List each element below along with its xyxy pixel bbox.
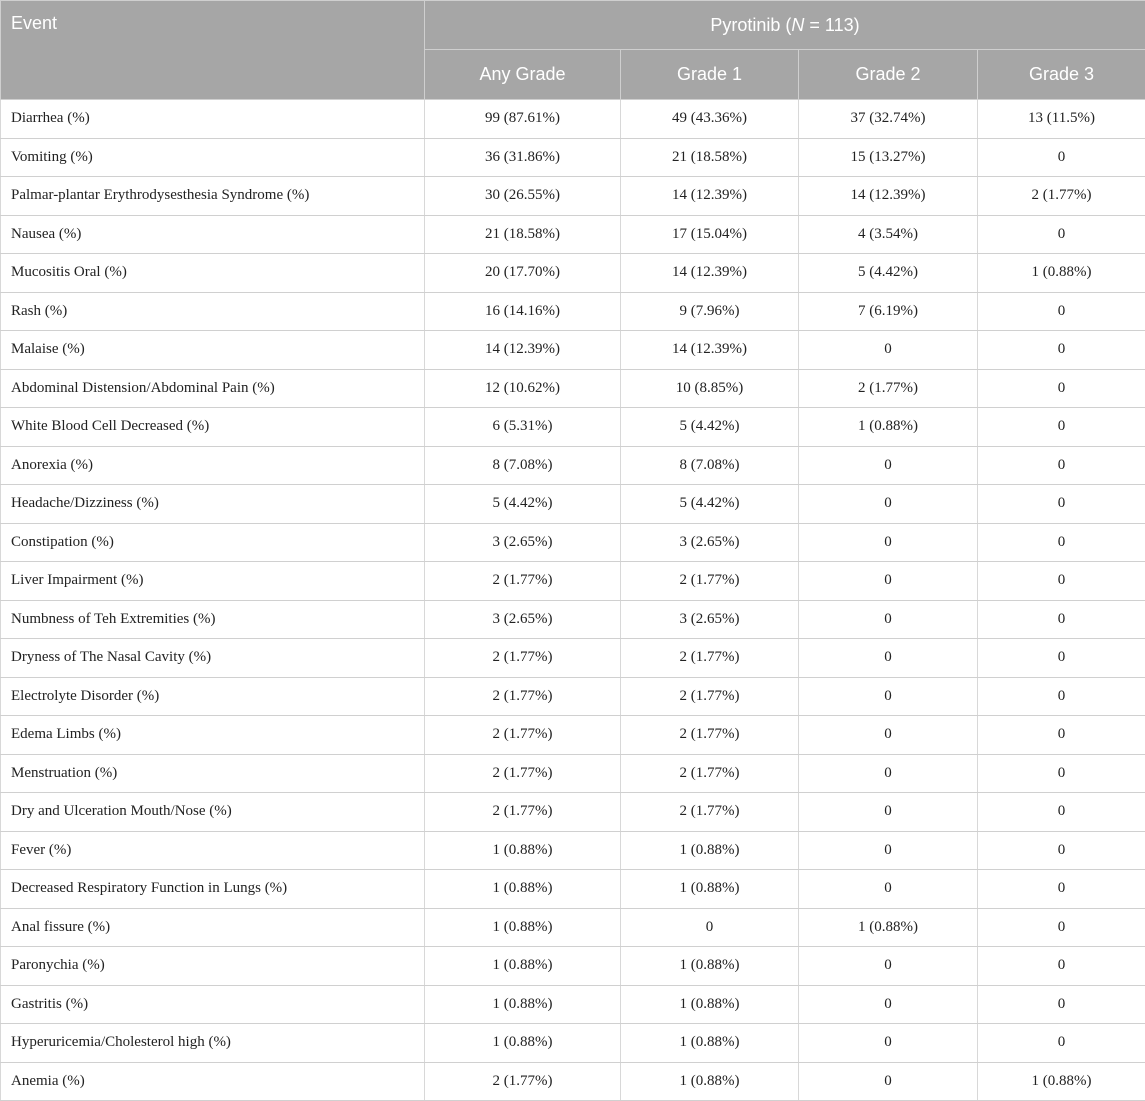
table-row (1, 485, 1145, 524)
grade-2-cell: 4 (3.54%) (799, 215, 978, 254)
grade-1-cell: 1 (0.88%) (621, 947, 799, 986)
any-grade-header: Any Grade (425, 50, 621, 100)
grade-3-cell: 0 (978, 485, 1145, 524)
grade-1-cell: 5 (4.42%) (621, 408, 799, 447)
any-grade-cell: 3 (2.65%) (425, 600, 621, 639)
table-row (1, 831, 1145, 870)
any-grade-cell: 5 (4.42%) (425, 485, 621, 524)
table-row (1, 985, 1145, 1024)
grade-2-cell: 0 (799, 754, 978, 793)
grade-1-cell: 1 (0.88%) (621, 870, 799, 909)
grade-2-cell: 0 (799, 600, 978, 639)
grade-3-cell: 0 (978, 677, 1145, 716)
any-grade-cell: 3 (2.65%) (425, 523, 621, 562)
grade-2-cell: 0 (799, 331, 978, 370)
table-row (1, 331, 1145, 370)
grade-2-cell: 0 (799, 985, 978, 1024)
table-row (1, 754, 1145, 793)
grade-2-cell: 0 (799, 446, 978, 485)
grade-3-cell: 0 (978, 138, 1145, 177)
event-name-cell: Liver Impairment (%) (1, 562, 425, 601)
any-grade-cell: 2 (1.77%) (425, 639, 621, 678)
grade-1-cell: 2 (1.77%) (621, 793, 799, 832)
group-label-prefix: Pyrotinib ( (710, 15, 791, 35)
grade-2-cell: 37 (32.74%) (799, 100, 978, 139)
grade-3-cell: 1 (0.88%) (978, 254, 1145, 293)
table-row (1, 446, 1145, 485)
table-row (1, 523, 1145, 562)
grade-3-cell: 0 (978, 292, 1145, 331)
event-name-cell: Fever (%) (1, 831, 425, 870)
table-row (1, 908, 1145, 947)
any-grade-cell: 2 (1.77%) (425, 562, 621, 601)
table-row (1, 138, 1145, 177)
event-name-cell: Hyperuricemia/Cholesterol high (%) (1, 1024, 425, 1063)
grade-3-cell: 0 (978, 1024, 1145, 1063)
grade-1-cell: 3 (2.65%) (621, 523, 799, 562)
grade-1-cell: 14 (12.39%) (621, 177, 799, 216)
grade-2-cell: 0 (799, 1024, 978, 1063)
grade-2-cell: 0 (799, 485, 978, 524)
grade-2-cell: 0 (799, 947, 978, 986)
grade-1-cell: 17 (15.04%) (621, 215, 799, 254)
table-row (1, 254, 1145, 293)
table-row (1, 100, 1145, 139)
event-name-cell: Constipation (%) (1, 523, 425, 562)
table-row (1, 1024, 1145, 1063)
table-row (1, 716, 1145, 755)
grade-3-cell: 0 (978, 215, 1145, 254)
grade-2-cell: 0 (799, 1062, 978, 1101)
grade-1-cell: 1 (0.88%) (621, 985, 799, 1024)
grade-1-cell: 2 (1.77%) (621, 677, 799, 716)
table-row (1, 1062, 1145, 1101)
grade-3-cell: 1 (0.88%) (978, 1062, 1145, 1101)
event-name-cell: Vomiting (%) (1, 138, 425, 177)
grade-3-cell: 2 (1.77%) (978, 177, 1145, 216)
table-row (1, 292, 1145, 331)
grade-3-header: Grade 3 (978, 50, 1145, 100)
grade-2-cell: 0 (799, 870, 978, 909)
table-row (1, 639, 1145, 678)
grade-3-cell: 0 (978, 870, 1145, 909)
table-row (1, 793, 1145, 832)
grade-1-header: Grade 1 (621, 50, 799, 100)
any-grade-cell: 1 (0.88%) (425, 870, 621, 909)
event-name-cell: Menstruation (%) (1, 754, 425, 793)
any-grade-cell: 2 (1.77%) (425, 1062, 621, 1101)
grade-2-cell: 0 (799, 677, 978, 716)
event-name-cell: Paronychia (%) (1, 947, 425, 986)
grade-2-cell: 0 (799, 639, 978, 678)
event-name-cell: White Blood Cell Decreased (%) (1, 408, 425, 447)
event-name-cell: Rash (%) (1, 292, 425, 331)
grade-2-cell: 0 (799, 716, 978, 755)
grade-3-cell: 0 (978, 754, 1145, 793)
grade-2-cell: 15 (13.27%) (799, 138, 978, 177)
event-name-cell: Dry and Ulceration Mouth/Nose (%) (1, 793, 425, 832)
event-name-cell: Mucositis Oral (%) (1, 254, 425, 293)
grade-1-cell: 2 (1.77%) (621, 754, 799, 793)
event-name-cell: Anemia (%) (1, 1062, 425, 1101)
table-row (1, 215, 1145, 254)
grade-1-cell: 9 (7.96%) (621, 292, 799, 331)
any-grade-cell: 2 (1.77%) (425, 754, 621, 793)
event-name-cell: Anal fissure (%) (1, 908, 425, 947)
grade-2-cell: 14 (12.39%) (799, 177, 978, 216)
grade-3-cell: 13 (11.5%) (978, 100, 1145, 139)
grade-3-cell: 0 (978, 985, 1145, 1024)
event-name-cell: Decreased Respiratory Function in Lungs (%) (1, 870, 425, 909)
grade-1-cell: 8 (7.08%) (621, 446, 799, 485)
table-row (1, 177, 1145, 216)
any-grade-cell: 36 (31.86%) (425, 138, 621, 177)
any-grade-cell: 21 (18.58%) (425, 215, 621, 254)
grade-1-cell: 14 (12.39%) (621, 254, 799, 293)
grade-1-cell: 2 (1.77%) (621, 639, 799, 678)
table-row (1, 562, 1145, 601)
grade-1-cell: 49 (43.36%) (621, 100, 799, 139)
event-name-cell: Malaise (%) (1, 331, 425, 370)
group-label-n: N (791, 15, 804, 35)
table-row (1, 947, 1145, 986)
any-grade-cell: 16 (14.16%) (425, 292, 621, 331)
grade-3-cell: 0 (978, 831, 1145, 870)
grade-3-cell: 0 (978, 600, 1145, 639)
any-grade-cell: 2 (1.77%) (425, 677, 621, 716)
any-grade-cell: 2 (1.77%) (425, 793, 621, 832)
grade-2-cell: 0 (799, 523, 978, 562)
grade-1-cell: 14 (12.39%) (621, 331, 799, 370)
any-grade-cell: 14 (12.39%) (425, 331, 621, 370)
grade-1-cell: 2 (1.77%) (621, 716, 799, 755)
grade-1-cell: 5 (4.42%) (621, 485, 799, 524)
grade-3-cell: 0 (978, 408, 1145, 447)
grade-1-cell: 1 (0.88%) (621, 1062, 799, 1101)
event-name-cell: Anorexia (%) (1, 446, 425, 485)
table-row (1, 677, 1145, 716)
any-grade-cell: 1 (0.88%) (425, 831, 621, 870)
pyrotinib-group-header (425, 1, 1145, 50)
grade-2-cell: 0 (799, 831, 978, 870)
event-name-cell: Dryness of The Nasal Cavity (%) (1, 639, 425, 678)
grade-3-cell: 0 (978, 331, 1145, 370)
grade-3-cell: 0 (978, 523, 1145, 562)
any-grade-cell: 6 (5.31%) (425, 408, 621, 447)
event-name-cell: Numbness of Teh Extremities (%) (1, 600, 425, 639)
any-grade-cell: 20 (17.70%) (425, 254, 621, 293)
grade-3-cell: 0 (978, 446, 1145, 485)
grade-3-cell: 0 (978, 639, 1145, 678)
grade-2-cell: 7 (6.19%) (799, 292, 978, 331)
any-grade-cell: 30 (26.55%) (425, 177, 621, 216)
table-row (1, 369, 1145, 408)
any-grade-cell: 1 (0.88%) (425, 908, 621, 947)
grade-1-cell: 1 (0.88%) (621, 831, 799, 870)
grade-1-cell: 10 (8.85%) (621, 369, 799, 408)
group-label-suffix: = 113) (804, 15, 859, 35)
table-row (1, 600, 1145, 639)
grade-1-cell: 2 (1.77%) (621, 562, 799, 601)
grade-2-cell: 5 (4.42%) (799, 254, 978, 293)
table-row (1, 870, 1145, 909)
grade-2-cell: 0 (799, 562, 978, 601)
event-name-cell: Nausea (%) (1, 215, 425, 254)
any-grade-cell: 2 (1.77%) (425, 716, 621, 755)
event-name-cell: Edema Limbs (%) (1, 716, 425, 755)
event-name-cell: Abdominal Distension/Abdominal Pain (%) (1, 369, 425, 408)
any-grade-cell: 1 (0.88%) (425, 985, 621, 1024)
event-name-cell: Headache/Dizziness (%) (1, 485, 425, 524)
event-name-cell: Electrolyte Disorder (%) (1, 677, 425, 716)
event-name-cell: Palmar-plantar Erythrodysesthesia Syndrome (%) (1, 177, 425, 216)
any-grade-cell: 8 (7.08%) (425, 446, 621, 485)
grade-2-cell: 1 (0.88%) (799, 908, 978, 947)
grade-2-cell: 0 (799, 793, 978, 832)
event-name-cell: Gastritis (%) (1, 985, 425, 1024)
any-grade-cell: 1 (0.88%) (425, 1024, 621, 1063)
any-grade-cell: 99 (87.61%) (425, 100, 621, 139)
event-column-header: Event (1, 1, 425, 100)
grade-3-cell: 0 (978, 908, 1145, 947)
event-name-cell: Diarrhea (%) (1, 100, 425, 139)
grade-1-cell: 0 (621, 908, 799, 947)
any-grade-cell: 1 (0.88%) (425, 947, 621, 986)
table-row (1, 408, 1145, 447)
grade-1-cell: 21 (18.58%) (621, 138, 799, 177)
header-row-group (1, 1, 1145, 50)
grade-1-cell: 3 (2.65%) (621, 600, 799, 639)
grade-2-cell: 1 (0.88%) (799, 408, 978, 447)
grade-3-cell: 0 (978, 562, 1145, 601)
grade-3-cell: 0 (978, 716, 1145, 755)
grade-1-cell: 1 (0.88%) (621, 1024, 799, 1063)
table-body (1, 100, 1145, 1101)
grade-3-cell: 0 (978, 793, 1145, 832)
any-grade-cell: 12 (10.62%) (425, 369, 621, 408)
table-header (1, 1, 1145, 100)
grade-3-cell: 0 (978, 369, 1145, 408)
grade-2-header: Grade 2 (799, 50, 978, 100)
grade-3-cell: 0 (978, 947, 1145, 986)
grade-2-cell: 2 (1.77%) (799, 369, 978, 408)
